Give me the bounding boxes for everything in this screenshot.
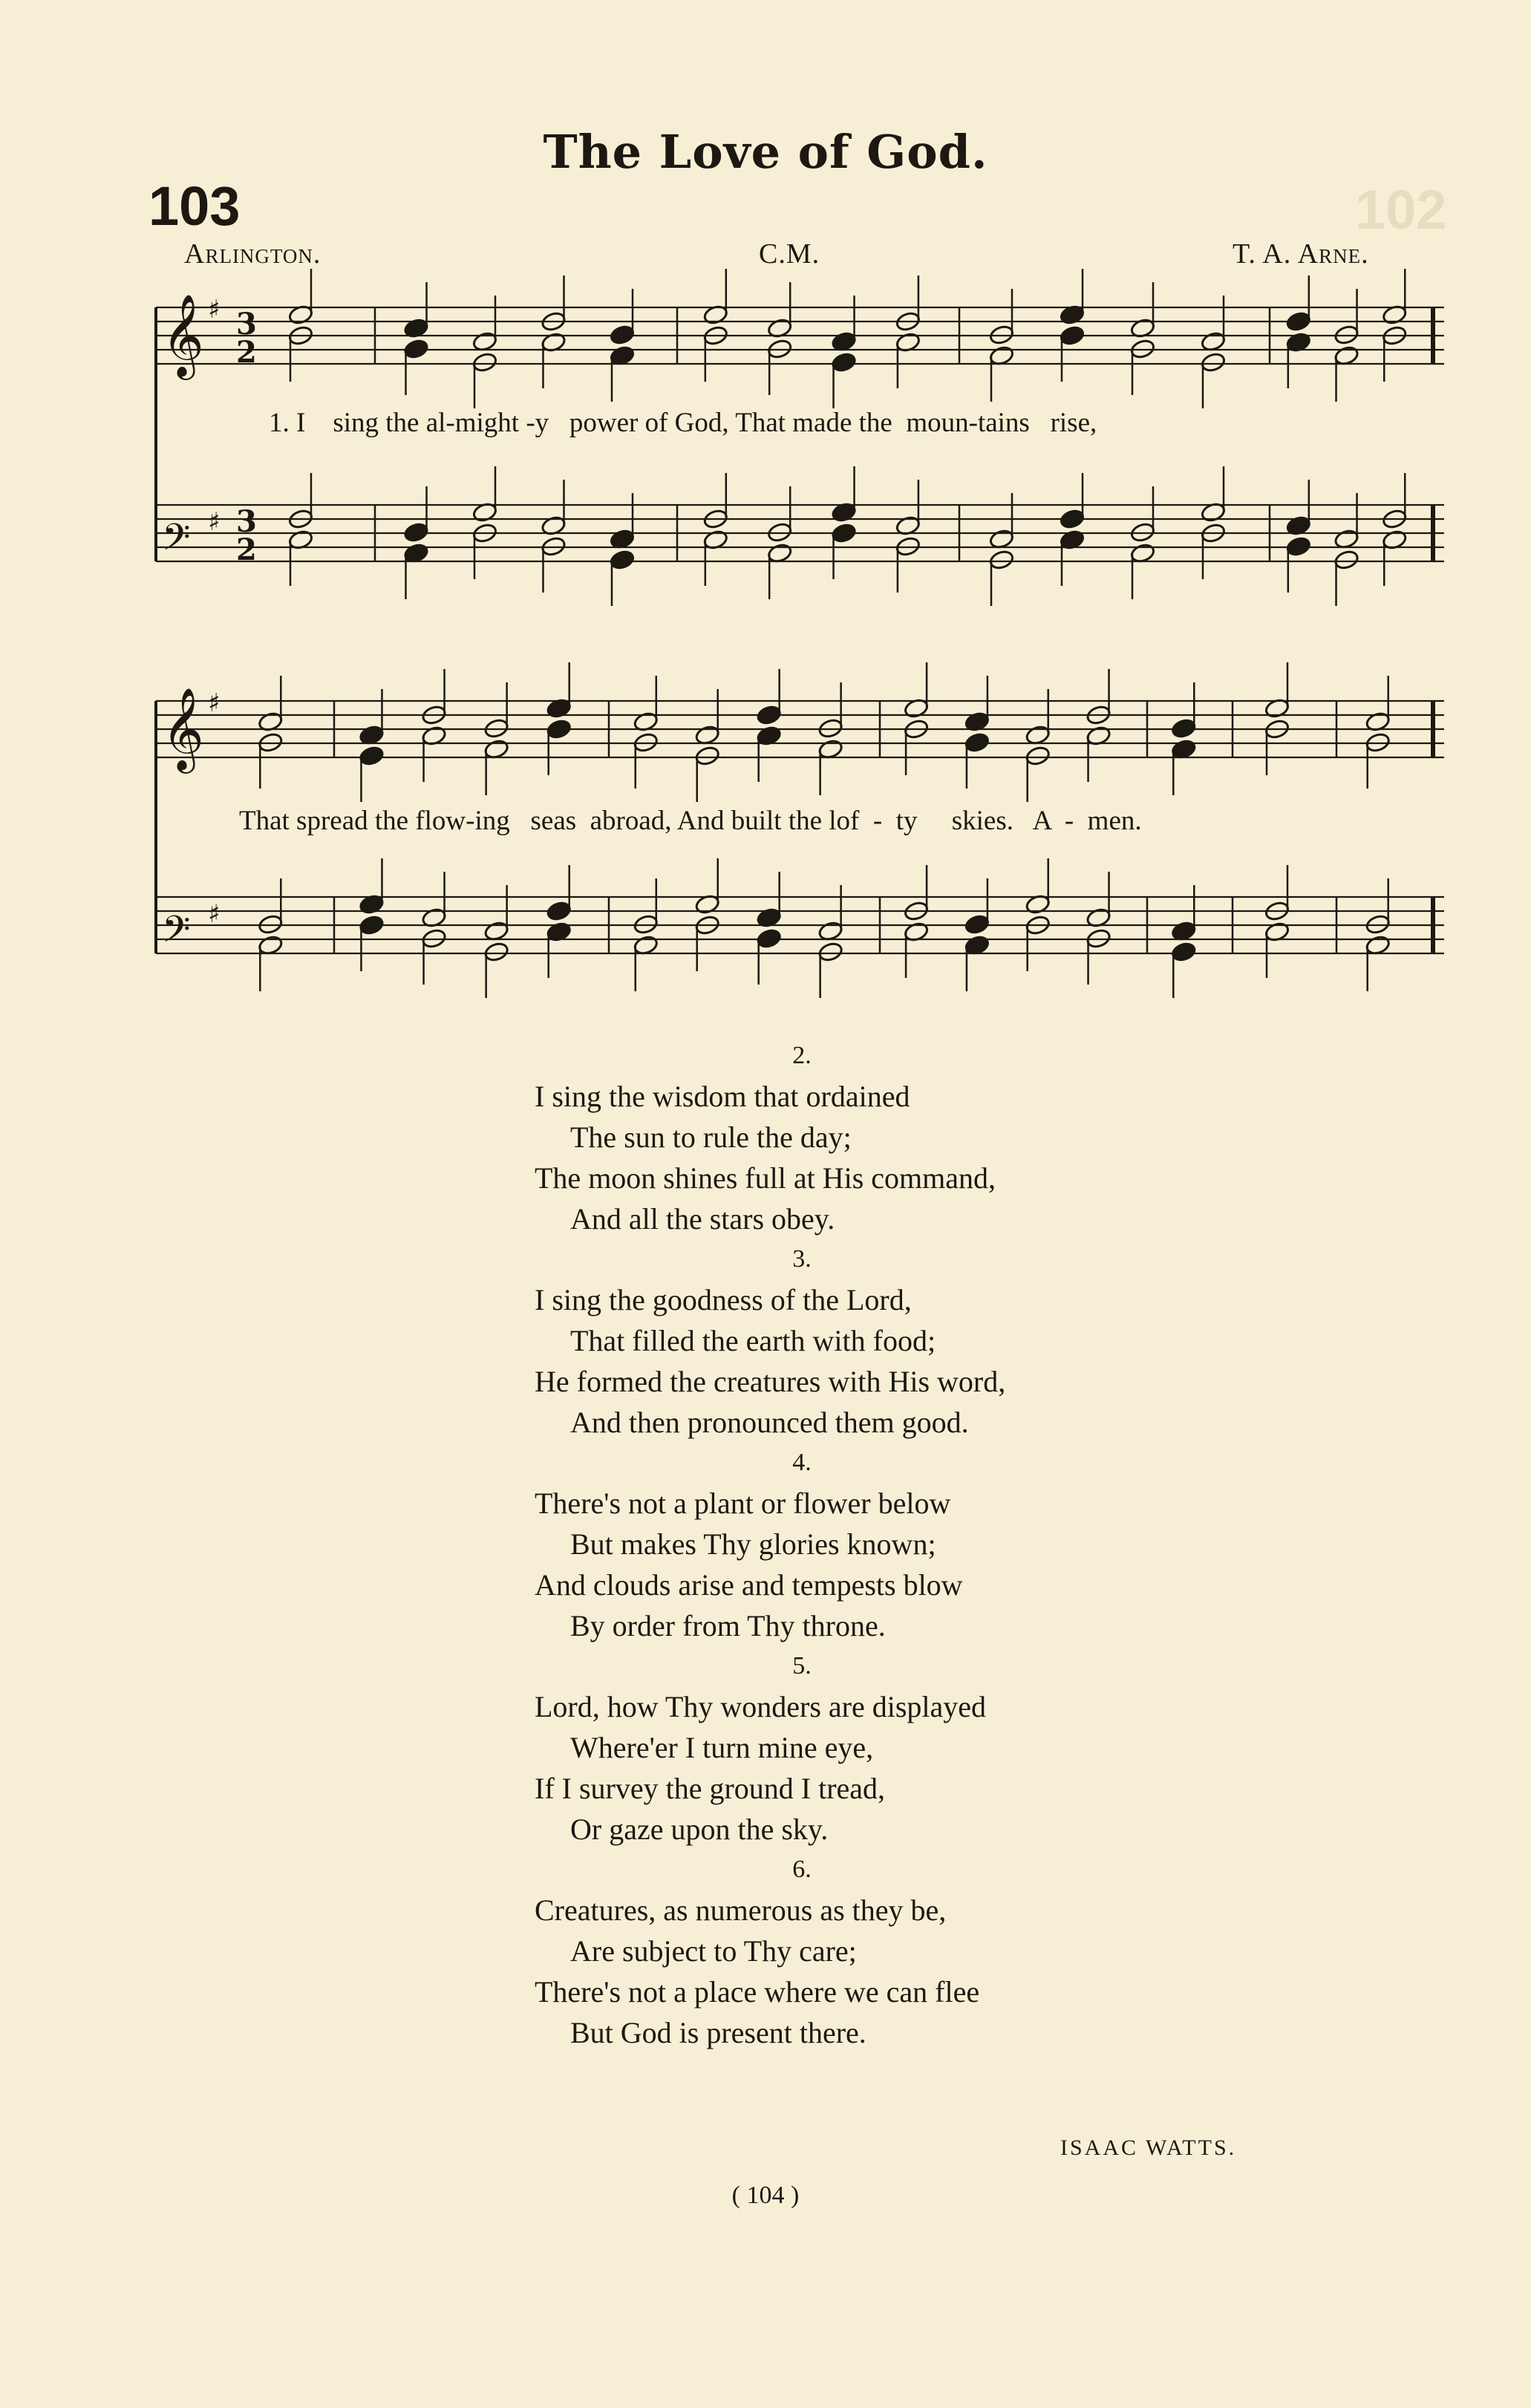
note-head (756, 704, 782, 725)
stanza-line: Creatures, as numerous as they be, (535, 1893, 947, 1927)
note-head (694, 745, 720, 766)
author: ISAAC WATTS. (1060, 2135, 1237, 2160)
stanza-line: By order from Thy throne. (570, 1609, 886, 1642)
note-head (817, 941, 843, 962)
stanza-line: I sing the wisdom that ordained (535, 1080, 910, 1113)
meter: C.M. (759, 238, 820, 270)
time-signature-bottom: 2 (236, 335, 257, 370)
note-head (403, 521, 429, 543)
time-signature-top: 3 (236, 504, 257, 539)
time-signature-bottom: 2 (236, 532, 257, 567)
sharp-sign: ♯ (208, 295, 221, 324)
note-head (1285, 535, 1311, 557)
note-head (988, 549, 1014, 570)
note-head (609, 324, 635, 345)
note-head (1025, 745, 1051, 766)
stanza-2 (535, 1036, 1277, 1239)
note-head (546, 718, 572, 740)
note-head (1333, 549, 1359, 570)
stanza-line: And all the stars obey. (570, 1202, 835, 1236)
note-head (609, 549, 635, 570)
stanza-line: If I survey the ground I tread, (535, 1772, 886, 1805)
stanza-5 (535, 1646, 1277, 1850)
note-head (546, 900, 572, 921)
stanza-line: There's not a plant or flower below (535, 1487, 951, 1520)
stanza-number: 2. (792, 1042, 812, 1069)
hymn-number: 103 (148, 175, 241, 237)
note-head (483, 941, 509, 962)
stanza-6 (535, 1850, 1277, 2053)
stanza-line: He formed the creatures with His word, (535, 1365, 1006, 1398)
stanza-number: 6. (792, 1856, 812, 1883)
stanza-line: Or gaze upon the sky. (570, 1812, 829, 1846)
stanza-line: The sun to rule the day; (570, 1120, 852, 1154)
tune-name: Arlington. (184, 238, 321, 270)
treble-clef: 𝄞 (162, 687, 204, 770)
stanza-line: Are subject to Thy care; (570, 1934, 857, 1968)
stanza-line: And then pronounced them good. (570, 1406, 969, 1439)
note-head (831, 522, 857, 544)
stanza-line: And clouds arise and tempests blow (535, 1568, 963, 1602)
stanza-number: 4. (792, 1449, 812, 1476)
stanza-3 (535, 1239, 1277, 1443)
note-head (1059, 324, 1085, 346)
note-head (1285, 310, 1311, 332)
note-head (359, 745, 385, 766)
stanza-line: But God is present there. (570, 2016, 866, 2049)
composer: T. A. Arne. (1233, 238, 1369, 270)
note-head (1171, 941, 1197, 962)
treble-clef: 𝄞 (162, 293, 204, 376)
note-head (964, 913, 990, 935)
stanza-line: Lord, how Thy wonders are displayed (535, 1690, 987, 1723)
note-head (1059, 508, 1085, 529)
page-number: ( 104 ) (731, 2182, 800, 2209)
verse1-lyrics-line1: 1. I sing the al-might -y power of God, That made the moun-tains rise, (269, 408, 1097, 438)
stanza-line: The moon shines full at His command, (535, 1161, 996, 1195)
stanza-line: I sing the goodness of the Lord, (535, 1283, 912, 1316)
bleed-through-number: 102 (1355, 179, 1447, 241)
time-signature-top: 3 (236, 307, 257, 342)
note-head (831, 351, 857, 373)
note-head (403, 338, 429, 359)
stanza-line: There's not a place where we can flee (535, 1975, 980, 2009)
stanza-4 (535, 1443, 1277, 1646)
bass-clef: 𝄢 (162, 908, 191, 960)
note-head (1200, 351, 1226, 373)
stanza-number: 3. (792, 1245, 812, 1273)
note-head (471, 351, 497, 373)
sharp-sign: ♯ (208, 507, 221, 537)
sharp-sign: ♯ (208, 899, 221, 929)
stanza-line: But makes Thy glories known; (570, 1527, 936, 1561)
note-head (1171, 717, 1197, 739)
sheet-music (0, 0, 1531, 1025)
hymn-title: The Love of God. (543, 125, 988, 179)
sharp-sign: ♯ (208, 688, 221, 718)
stanzas (535, 1036, 1277, 2053)
stanza-line: That filled the earth with food; (570, 1324, 936, 1357)
note-head (756, 927, 782, 949)
note-head (964, 731, 990, 753)
note-head (359, 914, 385, 936)
stanza-line: Where'er I turn mine eye, (570, 1731, 874, 1764)
verse1-lyrics-line2: That spread the flow-ing seas abroad, And built the lof - ty skies. A - men. (239, 806, 1142, 836)
bass-clef: 𝄢 (162, 516, 191, 568)
stanza-number: 5. (792, 1652, 812, 1680)
